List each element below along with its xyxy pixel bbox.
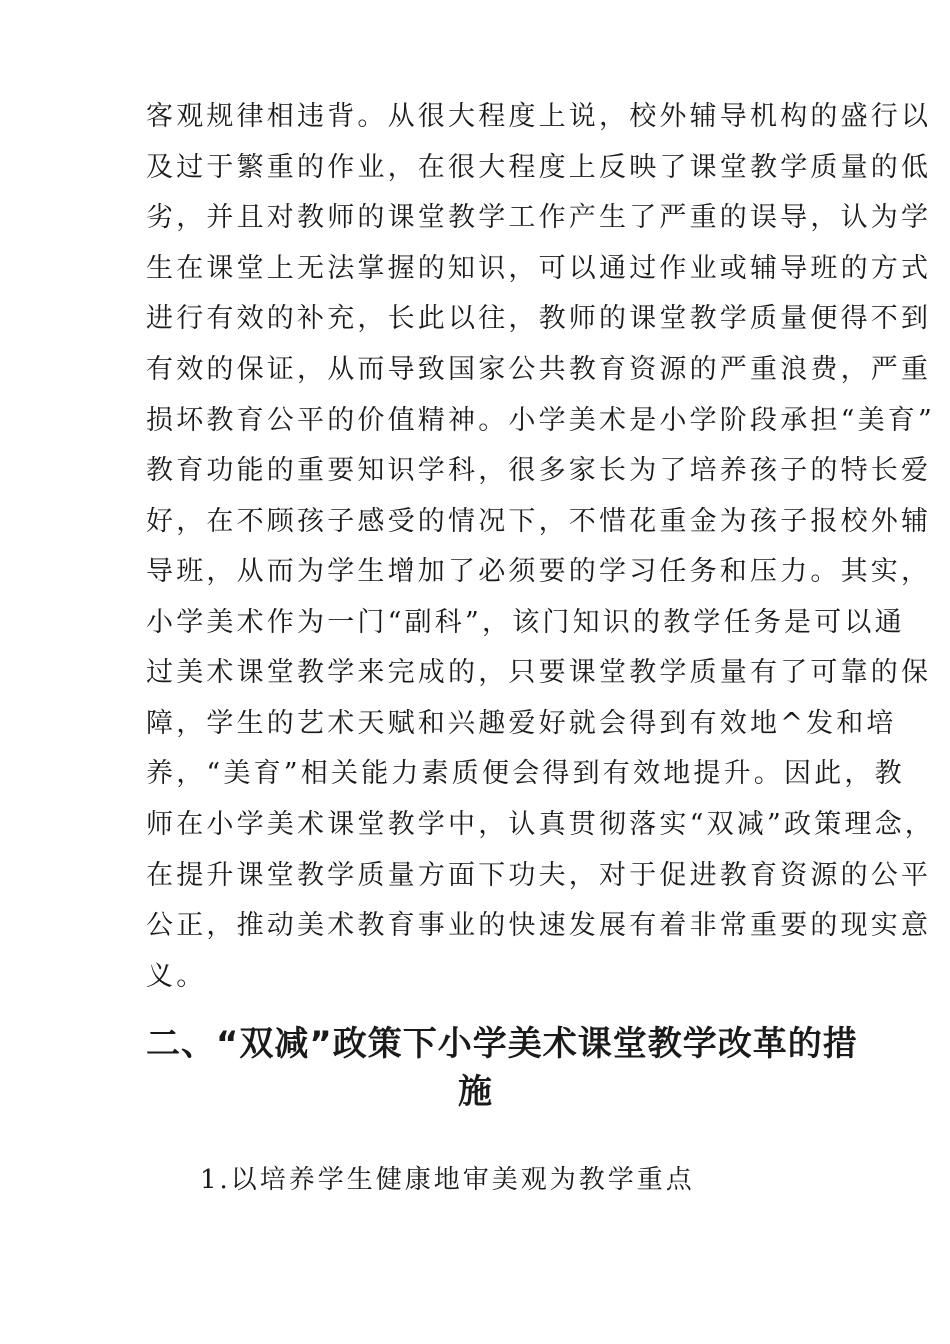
- body-line: 师在小学美术课堂教学中，认真贯彻落实“双减”政策理念，: [146, 809, 936, 840]
- body-line: 生在课堂上无法掌握的知识，可以通过作业或辅导班的方式: [146, 253, 932, 284]
- body-line: 有效的保证，从而导致国家公共教育资源的严重浪费，严重: [146, 354, 932, 385]
- body-line: 进行有效的补充，长此以往，教师的课堂教学质量便得不到: [146, 303, 932, 334]
- body-line: 教育功能的重要知识学科，很多家长为了培养孩子的特长爱: [146, 455, 932, 486]
- body-line: 小学美术作为一门“副科”，该门知识的教学任务是可以通: [146, 607, 905, 638]
- body-line: 养，“美育”相关能力素质便会得到有效地提升。因此，教: [146, 758, 905, 789]
- body-line: 在提升课堂教学质量方面下功夫，对于促进教育资源的公平: [146, 860, 932, 891]
- subsection-heading: 1.以培养学生健康地审美观为教学重点: [200, 1165, 695, 1195]
- body-line: 公正，推动美术教育事业的快速发展有着非常重要的现实意: [146, 910, 932, 941]
- body-line: 劣，并且对教师的课堂教学工作产生了严重的误导，认为学: [146, 202, 932, 233]
- section-heading-continuation: 施: [458, 1072, 493, 1112]
- body-line: 过美术课堂教学来完成的，只要课堂教学质量有了可靠的保: [146, 657, 932, 688]
- body-line: 导班，从而为学生增加了必须要的学习任务和压力。其实，: [146, 556, 932, 587]
- body-line: 义。: [146, 961, 207, 992]
- body-line: 及过于繁重的作业，在很大程度上反映了课堂教学质量的低: [146, 152, 932, 183]
- body-line: 障，学生的艺术天赋和兴趣爱好就会得到有效地^发和培: [146, 708, 897, 739]
- section-heading: 二、“双减”政策下小学美术课堂教学改革的措: [146, 1024, 858, 1064]
- body-line: 损坏教育公平的价值精神。小学美术是小学阶段承担“美育”: [146, 405, 936, 436]
- body-line: 客观规律相违背。从很大程度上说，校外辅导机构的盛行以: [146, 101, 932, 132]
- body-line: 好，在不顾孩子感受的情况下，不惜花重金为孩子报校外辅: [146, 506, 932, 537]
